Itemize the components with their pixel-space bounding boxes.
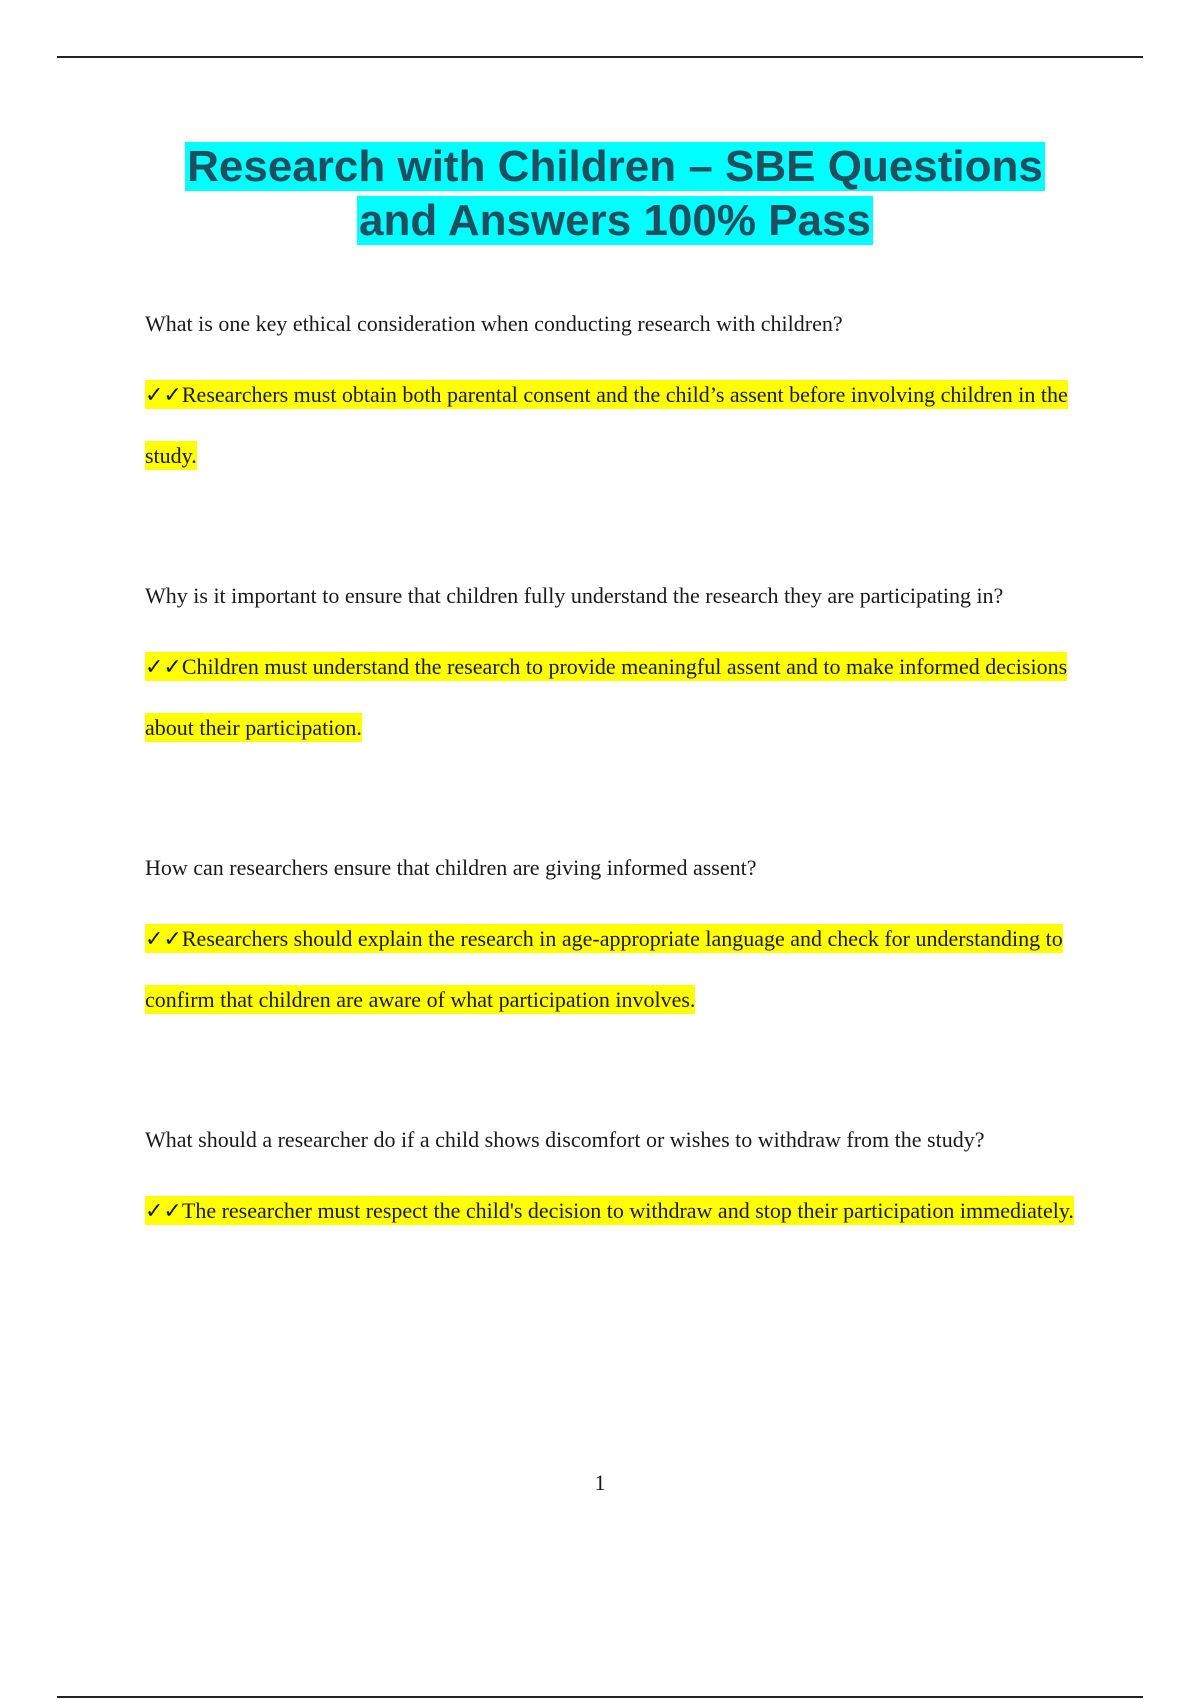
answer [145, 1181, 1085, 1242]
document-title [145, 140, 1085, 248]
qa-item [145, 840, 1085, 1030]
answer-highlight [145, 652, 1067, 742]
check-mark-icon: ✓✓ [145, 927, 182, 952]
answer [145, 909, 1085, 1030]
answer [145, 365, 1085, 486]
top-rule [57, 56, 1143, 58]
check-mark-icon: ✓✓ [145, 655, 182, 680]
question-text: What is one key ethical consideration when conducting research with children? [145, 311, 843, 336]
question-text: Why is it important to ensure that children fully understand the research they are participating in? [145, 583, 1004, 608]
qa-item [145, 568, 1085, 758]
page-number: 1 [594, 1470, 606, 1495]
answer-highlight [145, 1196, 1074, 1225]
qa-item [145, 1112, 1085, 1242]
answer [145, 637, 1085, 758]
document-page [145, 140, 1085, 1324]
answer-highlight [145, 924, 1063, 1014]
answer-text: Researchers must obtain both parental consent and the child’s assent before involving children in the study. [145, 382, 1068, 468]
answer-text: Children must understand the research to provide meaningful assent and to make informed decisions about their participation. [145, 654, 1068, 740]
answer-highlight [145, 380, 1068, 470]
question-text: What should a researcher do if a child shows discomfort or wishes to withdraw from the study? [145, 1127, 985, 1152]
document-title-text: Research with Children – SBE Questions and Answers 100% Pass [187, 142, 1043, 245]
answer-text: Researchers should explain the research in age-appropriate language and check for understanding to confirm that children are aware of what participation involves. [145, 926, 1063, 1012]
check-mark-icon: ✓✓ [145, 1199, 182, 1224]
bottom-rule [57, 1696, 1143, 1698]
qa-item [145, 296, 1085, 486]
check-mark-icon: ✓✓ [145, 383, 182, 408]
qa-list [145, 296, 1085, 1242]
question-text: How can researchers ensure that children are giving informed assent? [145, 855, 757, 880]
answer-text: The researcher must respect the child's decision to withdraw and stop their participation immediately. [181, 1198, 1074, 1223]
